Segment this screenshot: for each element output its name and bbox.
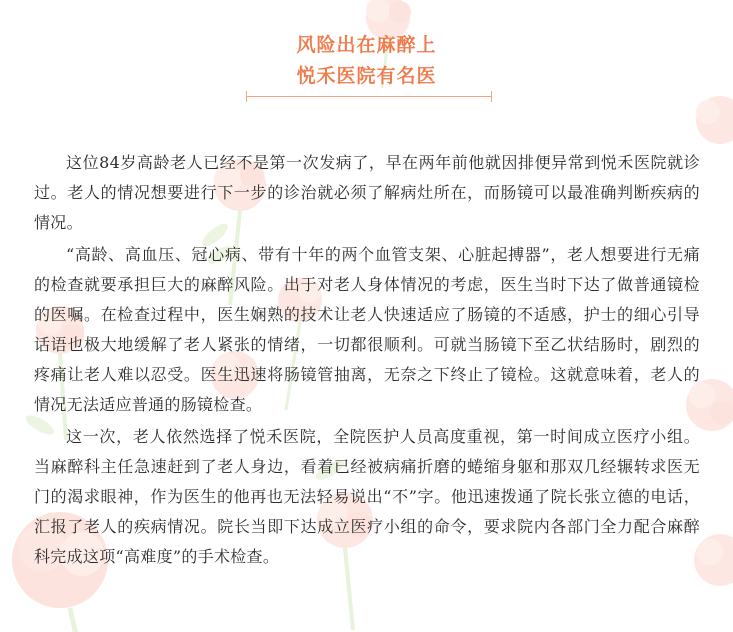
paragraph-2: “高龄、高血压、冠心病、带有十年的两个血管支架、心脏起搏器”，老人想要进行无痛的检查就要承担巨大的麻醉风险。出于对老人身体情况的考虑，医生当时下达了做普通镜检的医嘱。在检查过程中，医生娴熟的技术让老人快速适应了肠镜的不适感，护士的细心引导话语也极大地缓解了老人紧张的情绪，一切都很顺利。可就当肠镜下至乙状结肠时，剧烈的疼痛让老人难以忍受。医生迅速将肠镜管抽离，无奈之下终止了镜检。这就意味着，老人的情况无法适应普通的肠镜检查。 [34, 245, 700, 414]
paragraph-1: 这位84岁高龄老人已经不是第一次发病了，早在两年前他就因排便异常到悦禾医院就诊过。老人的情况想要进行下一步的诊治就必须了解病灶所在，而肠镜可以最准确判断疾病的情况。 [34, 153, 700, 232]
article-body [34, 148, 700, 574]
paragraph-3: 这一次，老人依然选择了悦禾医院，全院医护人员高度重视，第一时间成立医疗小组。当麻醉科主任急速赶到了老人身边，看着已经被病痛折磨的蜷缩身躯和那双几经辗转求医无门的渴求眼神，作为医生的他再也无法轻易说出“不”字。他迅速拨通了院长张立德的电话，汇报了老人的疾病情况。院长当即下达成立医疗小组的命令，要求院内各部门全力配合麻醉科完成这项“高难度”的手术检查。 [34, 427, 700, 566]
title-line-1: 风险出在麻醉上 [296, 34, 437, 56]
flower-icon [696, 96, 733, 144]
title-divider [246, 96, 492, 97]
title-line-2: 悦禾医院有名医 [296, 65, 437, 87]
